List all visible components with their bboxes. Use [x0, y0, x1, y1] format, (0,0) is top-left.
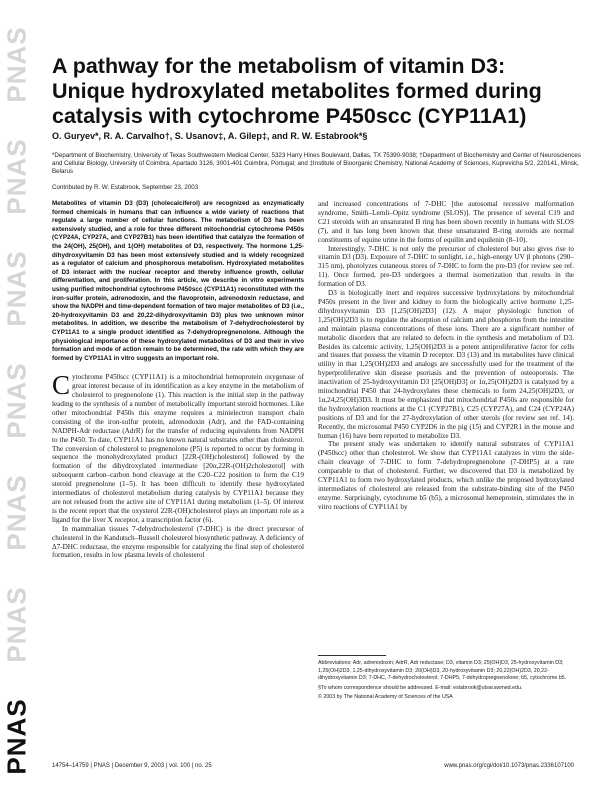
body-paragraph: Interestingly, 7-DHC is not only the precursor of cholesterol but also gives rise to vitamin D3 (D3). Exposure of 7-DHC to sunlight, i.e., high-energy UV β photons (290–315 nm), photolyzes cutaneous stores of 7-DHC to form the pre-D3 (for review see ref. 11). Once formed, pre-D3 undergoes a thermal isomerization that results in the formation of D3. — [318, 244, 574, 289]
sidebar-brand-word: PNAS — [1, 473, 32, 551]
author-list: O. Guryev*, R. A. Carvalho†, S. Usanov‡, A. Gilep‡, and R. W. Estabrook*§ — [52, 131, 368, 141]
right-column — [318, 200, 574, 654]
page-footer — [52, 763, 574, 773]
correspondence-note: §To whom correspondence should be addressed. E-mail: estabrook@utsw.swmed.edu. — [318, 684, 523, 691]
sidebar-brand-word: PNAS — [1, 249, 32, 327]
sidebar-brand-word: PNAS — [1, 137, 32, 215]
abstract: Metabolites of vitamin D3 (D3) (cholecalciferol) are recognized as enzymatically formed chemicals in humans that can influence a wide variety of reactions that regulate a large number of cellular functions. The metabolism of D3 has been extensively studied, and a role for three different mitochondrial cytochrome P450s (CYP24A, CYP27A, and CYP27B1) has been identified that catalyze the formation of the 24(OH), 25(OH), and 1(OH) metabolites of D3, respectively. The hormone 1,25-dihydroxyvitamin D3 has been most extensively studied and is widely recognized as a regulator of calcium and phosphorous metabolism. Hydroxylated metabolites of D3 interact with the nuclear receptor and thereby influence growth, cellular differentiation, and proliferation. In this article, we describe in vitro experiments using purified mitochondrial cytochrome P450scc (CYP11A1) reconstituted with the iron-sulfer protein, adrenodoxin, and the flavoprotein, adrenodoxin reductase, and show the NADPH and time-dependent formation of two major metabolites of D3 (i.e., 20-hydroxyvitamin D3 and 20,22-dihydroxyvitamin D3) plus two unknown minor metabolites. In addition, we describe the metabolism of 7-dehydrocholesterol by CYP11A1 to a single product identified as 7-dehydropregnenolone. Although the physiological importance of these hydroxylated metabolites of D3 and their in vivo formation and mode of action remain to be determined, the rate with which they are formed by CYP11A1 in vitro suggests an important role. — [52, 200, 304, 362]
sidebar-brand-word: PNAS — [1, 25, 32, 103]
sidebar-brand-word: PNAS — [1, 585, 32, 663]
drop-cap: C — [52, 370, 71, 401]
citation-info: 14754–14759 | PNAS | December 9, 2003 | vol. 100 | no. 25 — [52, 763, 212, 769]
sidebar-brand-word-dark: PNAS — [1, 697, 32, 775]
abbreviations-note: Abbreviations: Adr, adrenodoxin; AdrR, Adr reductase; D3, vitamin D3; 25(OH)D3, 25-hydroxyvitamin D3; 1,25(OH)2D3, 1,25-dihydroxyvitamin D3; 20(OH)D3, 20-hydroxyvitamin D3; 20,22(OH)2D3, 20,22-dihydroxyvitamin D3; 7-DHC, 7-dehydrocholesterol; 7-DHP5, 7-dehydropregnenolone; b5, cytochrome b5. — [318, 660, 567, 681]
body-paragraph: and increased concentrations of 7-DHC [the autosomal recessive malformation syndrome, Smith–Lemli–Opitz syndrome (SLOS)]. The presence of several C19 and C21 steroids with an unsaturated B ring has been shown recently in humans with SLOS (7), and it has long been known that these unsaturated B-ring steroids are normal constituents of equine urine in the forms of equilin and equilenin (8–10). — [318, 200, 574, 244]
left-column — [52, 200, 304, 745]
sidebar-brand-word: PNAS — [1, 361, 32, 439]
body-paragraph: D3 is biologically inert and requires successive hydroxylations by mitochondrial P450s present in the liver and kidney to form the biologically active hormone 1,25-dihydroxyvitamin D3 [1,25(OH)2D3] (12). A major physiologic function of 1,25(OH)2D3 is to regulate the absorption of calcium and phosphorus from the intestine and maintain plasma concentrations of these ions. There are a significant number of metabolic disorders that are related to defects in the synthesis and metabolism of D3. Besides its calcemic activity, 1,25(OH)2D3 is a potent antiproliferative factor for cells and tissues that possess the vitamin D receptor. D3 (13) and its metabolites have clinical utility in that 1,25(OH)2D3 and analogs are successfully used for the treatment of the hyperproliferative skin disease psoriasis and the prevention of osteoporosis. The inactivation of 25-hydroxyvitamin D3 [25(OH)D3] or 1α,25(OH)2D3 is catalyzed by a mitochondrial P450 that 24-hydroxylates these chemicals to form 24,25(OH)2D3, or 1α,24,25(OH)3D3. It must be emphasized that mitochondrial P450s are responsible for the hydroxylation reactions at the C1 (CYP27B1), C25 (CYP27A), and C24 (CYP24A) positions of D3 and for the 27-hydroxylation of other sterols (for review see ref. 14). Recently, the microsomal P450 CYP2D6 in the pig (15) and CYP2R1 in the mouse and human (16) have been reported to metabolize D3. — [318, 289, 574, 440]
journal-sidebar — [0, 0, 34, 785]
doi-link[interactable]: www.pnas.org/cgi/doi/10.1073/pnas.2336107100 — [444, 763, 574, 769]
article-title: A pathway for the metabolism of vitamin D3: Unique hydroxylated metabolites formed during catalysis with cytochrome P450scc (CYP11A1) — [52, 54, 542, 128]
contributed-by: Contributed by R. W. Estabrook, September 23, 2003 — [52, 184, 199, 191]
body-paragraph: In mammalian tissues 7-dehydrocholesterol (7-DHC) is the direct precursor of cholesterol in the Kandutsch–Russell cholesterol biosynthetic pathway. A deficiency of Δ7-DHC reductase, the enzyme responsible for catalyzing the final step of cholesterol formation, results in low plasma levels of cholesterol — [52, 524, 304, 560]
affiliations: *Department of Biochemistry, University of Texas Southwestern Medical Center, 5323 Harry Hines Boulevard, Dallas, TX 75390-9038; †Department of Biochemistry and Center of Neurosciences and Cellular Biology, University of Coimbra, Apartado 3126, 3001-401 Coimbra, Portugal; and ‡Institute of Bioorganic Chemistry, National Academy of Sciences, Kuprevicha 5/2, 220141, Minsk, Belarus — [52, 152, 581, 175]
body-paragraph: The present study was undertaken to identify natural substrates of CYP11A1 (P450scc) other than cholesterol. We show that CYP11A1 catalyzes in vitro the side-chain cleavage of 7-DHC to form 7-dehydropregnenolone (7-DHP5) at a rate comparable to that of cholesterol. Further, we discovered that D3 is metabolized by CYP11A1 to form two hydroxylated products, which unlike the proposed hydroxylated intermediates of cholesterol are released from the substrate-binding site of the P450 enzyme. Surprisingly, cytochrome b5 (b5), a microsomal hemeprotein, stimulates the in vitro reactions of CYP11A1 by — [318, 440, 574, 511]
footnote-divider — [318, 655, 386, 656]
body-paragraph: ytochrome P450scc (CYP11A1) is a mitochondrial hemoprotein oxygenase of great interest because of its identification as a key enzyme in the metabolism of cholesterol to pregnenolone (1). This reaction is the initial step in the pathway leading to the synthesis of a number of metabolically important steroid hormones. Like other mitochondrial P450s this enzyme requires a minielectron transport chain consisting of the iron-sulfur protein, adrenodoxin (Adr), and the FAD-containing NADPH-Adr reductase (AdrR) for the transfer of reducing equivalents from NADPH to the P450. To date, CYP11A1 has no known natural substrates other than cholesterol. The conversion of cholesterol to pregnenolone (P5) is reported to occur by forming in sequence the monohydroxylated product [22R-(OH)cholesterol] followed by the formation of the dihydroxylated intermediate [20α,22R-(OH)2cholesterol] with subsequent carbon–carbon bond cleavage at the C20–C22 position to form the C19 steroid pregnenolone (1–5). It has been difficult to identify these hydroxylated intermediates of cholesterol metabolism during catalysis by CYP11A1 because they are not released from the active site of CYP11A1 during metabolism (1–5). Of interest is the recent report that the oxysterol 22R-(OH)cholesterol plays an important role as a ligand for the liver X receptor, a transcription factor (6). — [52, 373, 304, 524]
footnotes — [318, 660, 574, 704]
copyright-note: © 2003 by The National Academy of Sciences of the USA — [318, 694, 453, 700]
